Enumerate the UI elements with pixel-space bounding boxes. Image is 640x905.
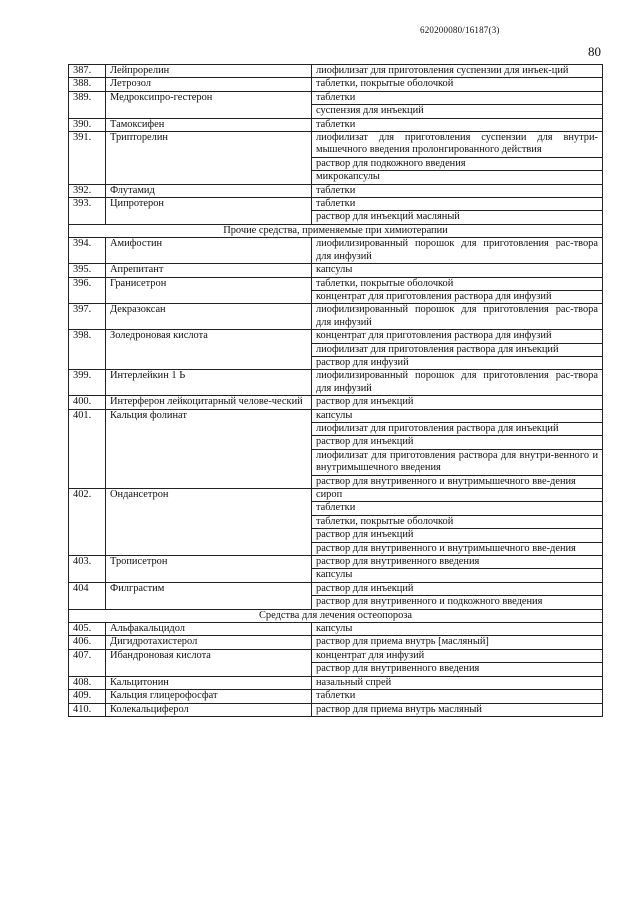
dosage-form: раствор для инфузий xyxy=(316,356,409,368)
section-header-row xyxy=(69,609,603,622)
drug-name: Дигидротахистерол xyxy=(106,636,312,649)
dosage-forms-cell xyxy=(312,556,603,583)
drug-name: Медроксипро-гестерон xyxy=(106,91,312,118)
row-number: 401. xyxy=(69,409,106,488)
dosage-form: капсулы xyxy=(316,623,353,635)
dosage-form: концентрат для инфузий xyxy=(312,650,602,663)
row-number: 407. xyxy=(69,649,106,676)
row-number: 392. xyxy=(69,184,106,197)
dosage-forms-cell xyxy=(312,198,603,225)
dosage-forms-cell xyxy=(312,65,603,78)
dosage-form: раствор для подкожного введения xyxy=(312,158,602,171)
row-number: 405. xyxy=(69,623,106,636)
dosage-form: таблетки xyxy=(316,690,356,702)
dosage-forms-cell xyxy=(312,489,603,556)
section-header-row xyxy=(69,224,603,237)
dosage-form: таблетки, покрытые оболочкой xyxy=(312,278,602,291)
dosage-form: микрокапсулы xyxy=(316,171,380,183)
table-row xyxy=(69,304,603,330)
table-row xyxy=(69,184,603,197)
dosage-forms-cell xyxy=(312,690,603,703)
table-row xyxy=(69,409,603,488)
dosage-form: раствор для приема внутрь масляный xyxy=(316,703,482,715)
drug-name: Кальция фолинат xyxy=(106,409,312,488)
row-number: 391. xyxy=(69,132,106,185)
drug-name: Трипторелин xyxy=(106,132,312,185)
drug-name: Летрозол xyxy=(106,78,312,91)
row-number: 390. xyxy=(69,118,106,131)
dosage-form: капсулы xyxy=(312,410,602,423)
dosage-forms-cell xyxy=(312,184,603,197)
dosage-forms-cell xyxy=(312,623,603,636)
page-number: 80 xyxy=(588,44,601,59)
dosage-forms-cell xyxy=(312,330,603,370)
drug-name: Тамоксифен xyxy=(106,118,312,131)
drug-name: Кальция глицерофосфат xyxy=(106,690,312,703)
dosage-forms-cell xyxy=(312,636,603,649)
table-row xyxy=(69,636,603,649)
dosage-forms-cell xyxy=(312,91,603,118)
drug-name: Ондансетрон xyxy=(106,489,312,556)
dosage-form: суспензия для инъекций xyxy=(316,105,424,117)
row-number: 408. xyxy=(69,676,106,689)
dosage-forms-cell xyxy=(312,132,603,185)
dosage-form: раствор для инъекций xyxy=(312,529,602,542)
dosage-forms-cell xyxy=(312,676,603,689)
drug-name: Кальцитонин xyxy=(106,676,312,689)
row-number: 395. xyxy=(69,264,106,277)
row-number: 396. xyxy=(69,277,106,304)
table-row xyxy=(69,118,603,131)
dosage-form: раствор для внутривенного введения xyxy=(316,663,480,675)
drug-name: Флутамид xyxy=(106,184,312,197)
drug-name: Декразоксан xyxy=(106,304,312,330)
dosage-form: раствор для инъекций xyxy=(312,436,602,449)
dosage-form: лиофилизат для приготовления суспензии для внутри-мышечного введения пролонгированного действия xyxy=(312,132,602,158)
table-row xyxy=(69,623,603,636)
dosage-form: назальный спрей xyxy=(316,676,392,688)
dosage-forms-cell xyxy=(312,277,603,304)
dosage-form: лиофилизированный порошок для приготовления рас-твора для инфузий xyxy=(316,304,598,328)
dosage-form: таблетки xyxy=(316,118,356,130)
table-row xyxy=(69,582,603,609)
table-row xyxy=(69,277,603,304)
row-number: 387. xyxy=(69,65,106,78)
dosage-form: таблетки xyxy=(312,502,602,515)
dosage-forms-cell xyxy=(312,703,603,716)
dosage-forms-cell xyxy=(312,649,603,676)
dosage-forms-cell xyxy=(312,264,603,277)
row-number: 403. xyxy=(69,556,106,583)
row-number: 399. xyxy=(69,370,106,396)
drug-name: Трописетрон xyxy=(106,556,312,583)
medication-table-body xyxy=(69,65,603,717)
row-number: 400. xyxy=(69,396,106,409)
table-row xyxy=(69,396,603,409)
row-number: 409. xyxy=(69,690,106,703)
dosage-forms-cell xyxy=(312,118,603,131)
dosage-form: лиофилизат для приготовления раствора для внутри-венного и внутримышечного введения xyxy=(312,450,602,476)
dosage-form: раствор для внутривенного и внутримышечного вве-дения xyxy=(316,542,576,554)
dosage-form: раствор для инъекций масляный xyxy=(316,211,460,223)
dosage-forms-cell xyxy=(312,370,603,396)
dosage-form: лиофилизат для приготовления суспензии для инъек-ций xyxy=(316,65,569,76)
drug-name: Альфакальцидол xyxy=(106,623,312,636)
dosage-form: раствор для внутривенного введения xyxy=(312,556,602,569)
table-row xyxy=(69,703,603,716)
table-row xyxy=(69,238,603,264)
dosage-form: лиофилизированный порошок для приготовления рас-твора для инфузий xyxy=(316,238,598,262)
dosage-form: таблетки, покрытые оболочкой xyxy=(312,516,602,529)
row-number: 404 xyxy=(69,582,106,609)
table-row xyxy=(69,330,603,370)
dosage-forms-cell xyxy=(312,409,603,488)
drug-name: Ибандроновая кислота xyxy=(106,649,312,676)
drug-name: Гранисетрон xyxy=(106,277,312,304)
dosage-form: концентрат для приготовления раствора для инфузий xyxy=(316,290,552,302)
row-number: 397. xyxy=(69,304,106,330)
dosage-forms-cell xyxy=(312,304,603,330)
drug-name: Золедроновая кислота xyxy=(106,330,312,370)
section-title: Средства для лечения остеопороза xyxy=(69,609,603,622)
dosage-forms-cell xyxy=(312,396,603,409)
dosage-form: раствор для приема внутрь [масляный] xyxy=(316,636,489,648)
row-number: 388. xyxy=(69,78,106,91)
drug-name: Амифостин xyxy=(106,238,312,264)
drug-name: Интерлейкин 1 Ь xyxy=(106,370,312,396)
row-number: 389. xyxy=(69,91,106,118)
table-row xyxy=(69,676,603,689)
table-row xyxy=(69,78,603,91)
dosage-form: таблетки, покрытые оболочкой xyxy=(316,78,454,90)
drug-name: Интерферон лейкоцитарный челове-ческий xyxy=(106,396,312,409)
table-row xyxy=(69,264,603,277)
table-row xyxy=(69,91,603,118)
dosage-form: концентрат для приготовления раствора для инфузий xyxy=(312,330,602,343)
drug-name: Ципротерон xyxy=(106,198,312,225)
row-number: 394. xyxy=(69,238,106,264)
row-number: 393. xyxy=(69,198,106,225)
row-number: 410. xyxy=(69,703,106,716)
table-row xyxy=(69,649,603,676)
dosage-forms-cell xyxy=(312,78,603,91)
table-row xyxy=(69,198,603,225)
table-row xyxy=(69,489,603,556)
row-number: 406. xyxy=(69,636,106,649)
drug-name: Апрепитант xyxy=(106,264,312,277)
document-number: 620200080/16187(3) xyxy=(420,25,500,35)
row-number: 398. xyxy=(69,330,106,370)
dosage-form: раствор для внутривенного и подкожного введения xyxy=(316,596,543,608)
dosage-forms-cell xyxy=(312,238,603,264)
dosage-form: таблетки xyxy=(316,184,356,196)
drug-name: Лейпрорелин xyxy=(106,65,312,78)
table-row xyxy=(69,690,603,703)
dosage-form: таблетки xyxy=(312,92,602,105)
section-title: Прочие средства, применяемые при химиотерапии xyxy=(69,224,603,237)
table-row xyxy=(69,132,603,185)
row-number: 402. xyxy=(69,489,106,556)
drug-name: Колекальциферол xyxy=(106,703,312,716)
dosage-form: раствор для инъекций xyxy=(312,583,602,596)
dosage-forms-cell xyxy=(312,582,603,609)
dosage-form: капсулы xyxy=(316,264,353,276)
dosage-form: раствор для инъекций xyxy=(316,396,414,408)
dosage-form: таблетки xyxy=(312,198,602,211)
medication-table xyxy=(68,64,603,717)
drug-name: Филграстим xyxy=(106,582,312,609)
table-row xyxy=(69,556,603,583)
dosage-form: раствор для внутривенного и внутримышечного вве-дения xyxy=(316,475,576,487)
dosage-form: сироп xyxy=(312,489,602,502)
table-row xyxy=(69,370,603,396)
dosage-form: лиофилизат для приготовления раствора для инъекций xyxy=(312,344,602,357)
dosage-form: лиофилизат для приготовления раствора для инъекций xyxy=(312,423,602,436)
table-row xyxy=(69,65,603,78)
dosage-form: капсулы xyxy=(316,569,353,581)
dosage-form: лиофилизированный порошок для приготовления рас-твора для инфузий xyxy=(316,370,598,394)
